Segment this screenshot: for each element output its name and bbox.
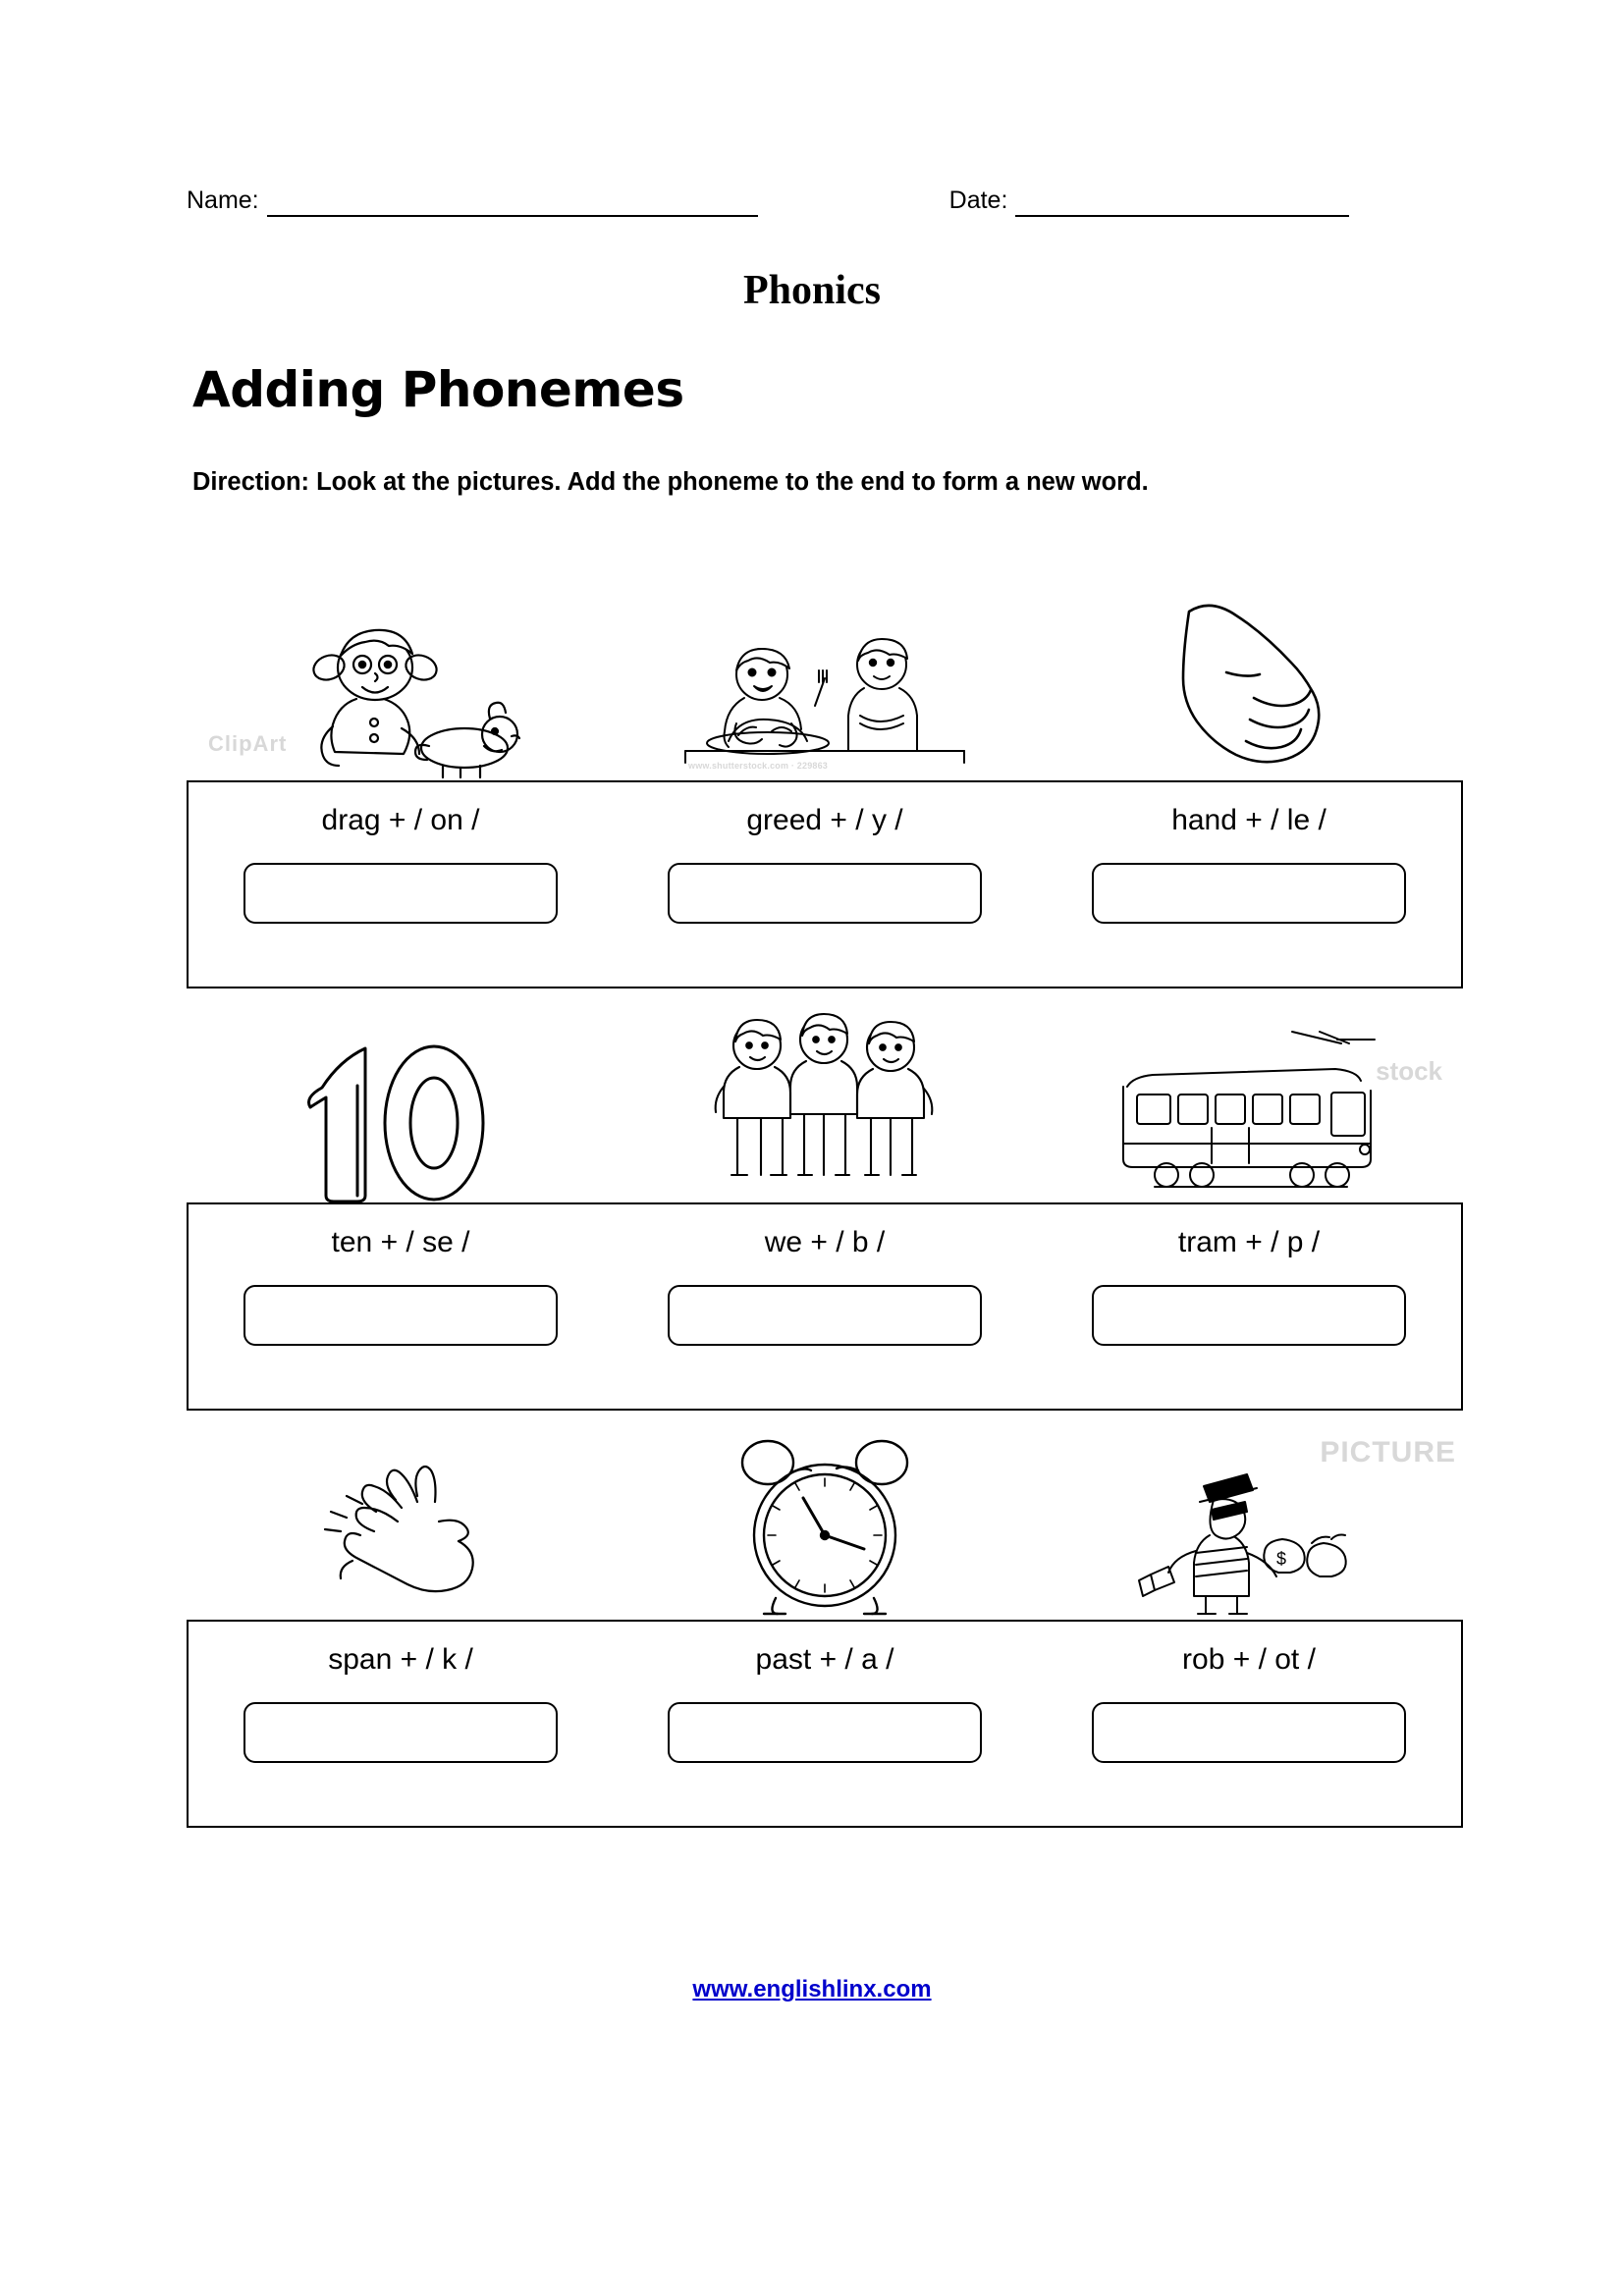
picture-cell: [187, 1001, 612, 1202]
picture-cell: [612, 579, 1037, 780]
date-field-group: [949, 187, 1350, 217]
picture-strip-3: [187, 1418, 1463, 1620]
prompt-cell: [613, 1204, 1037, 1409]
picture-cell: [612, 1001, 1037, 1202]
name-input-line[interactable]: [267, 214, 758, 217]
group-of-people-icon: [702, 1006, 947, 1202]
date-input-line[interactable]: [1015, 214, 1349, 217]
picture-cell: [187, 1418, 612, 1620]
directions-text: Direction: Look at the pictures. Add the phoneme to the end to form a new word.: [192, 468, 1149, 496]
stock-watermark: stock: [1376, 1056, 1442, 1086]
answer-box[interactable]: [1092, 1285, 1406, 1346]
picture-cell: [1037, 1418, 1462, 1620]
clipart-watermark: ClipArt: [208, 731, 288, 756]
prompt-cell: [613, 1622, 1037, 1826]
prompt-text: drag + / on /: [321, 804, 480, 836]
prompt-cell: [189, 1204, 613, 1409]
answer-box[interactable]: [668, 1702, 982, 1763]
picture-cell: [187, 579, 612, 780]
prompt-cell: [1037, 1622, 1461, 1826]
picture-watermark: PICTURE: [1320, 1436, 1456, 1468]
prompt-text: past + / a /: [755, 1643, 894, 1676]
prompt-band: [187, 1202, 1463, 1411]
hand-icon: [1152, 594, 1348, 780]
picture-cell: [612, 1418, 1037, 1620]
footer-website-link[interactable]: [0, 1976, 1624, 2003]
name-label: Name:: [187, 187, 259, 214]
picture-cell: [1037, 579, 1462, 780]
prompt-text: greed + / y /: [746, 804, 903, 836]
prompt-text: tram + / p /: [1177, 1226, 1321, 1258]
answer-box[interactable]: [244, 863, 558, 924]
date-label: Date:: [948, 187, 1008, 214]
prompt-text: span + / k /: [328, 1643, 473, 1676]
picture-strip-1: [187, 579, 1463, 780]
prompt-cell: [613, 782, 1037, 987]
prompt-cell: [1037, 782, 1461, 987]
name-date-row: [187, 187, 1443, 217]
answer-box[interactable]: [244, 1702, 558, 1763]
answer-box[interactable]: [1092, 1702, 1406, 1763]
subject-title: Phonics: [742, 268, 882, 313]
exercise-row-2: [187, 1001, 1463, 1411]
boy-eating-greedily-icon: [677, 614, 972, 780]
answer-box[interactable]: [668, 1285, 982, 1346]
shutterstock-watermark: www.shutterstock.com · 229863: [688, 761, 829, 771]
prompt-band: [187, 780, 1463, 988]
robber-with-money-bags-icon: [1127, 1463, 1373, 1620]
exercise-row-1: [187, 579, 1463, 988]
exercise-row-3: [187, 1418, 1463, 1828]
alarm-clock-icon: [707, 1433, 943, 1620]
name-field-group: [187, 187, 758, 217]
tram-icon: [1098, 1026, 1402, 1202]
prompt-band: [187, 1620, 1463, 1828]
prompt-text: ten + / se /: [331, 1226, 470, 1258]
girl-with-dog-icon: [272, 609, 527, 780]
svg-text:$: $: [1275, 1549, 1286, 1569]
picture-cell: [1037, 1001, 1462, 1202]
prompt-cell: [189, 1622, 613, 1826]
prompt-cell: [1037, 1204, 1461, 1409]
answer-box[interactable]: [668, 863, 982, 924]
number-ten-icon: [297, 1031, 503, 1202]
prompt-text: we + / b /: [764, 1226, 886, 1258]
footer-link-text: www.englishlinx.com: [692, 1976, 932, 2002]
prompt-text: rob + / ot /: [1182, 1643, 1316, 1676]
open-hand-spanking-icon: [292, 1463, 508, 1620]
answer-box[interactable]: [1092, 863, 1406, 924]
picture-strip-2: [187, 1001, 1463, 1202]
page-title: Adding Phonemes: [192, 361, 684, 418]
prompt-text: hand + / le /: [1171, 804, 1326, 836]
prompt-cell: [189, 782, 613, 987]
answer-box[interactable]: [244, 1285, 558, 1346]
